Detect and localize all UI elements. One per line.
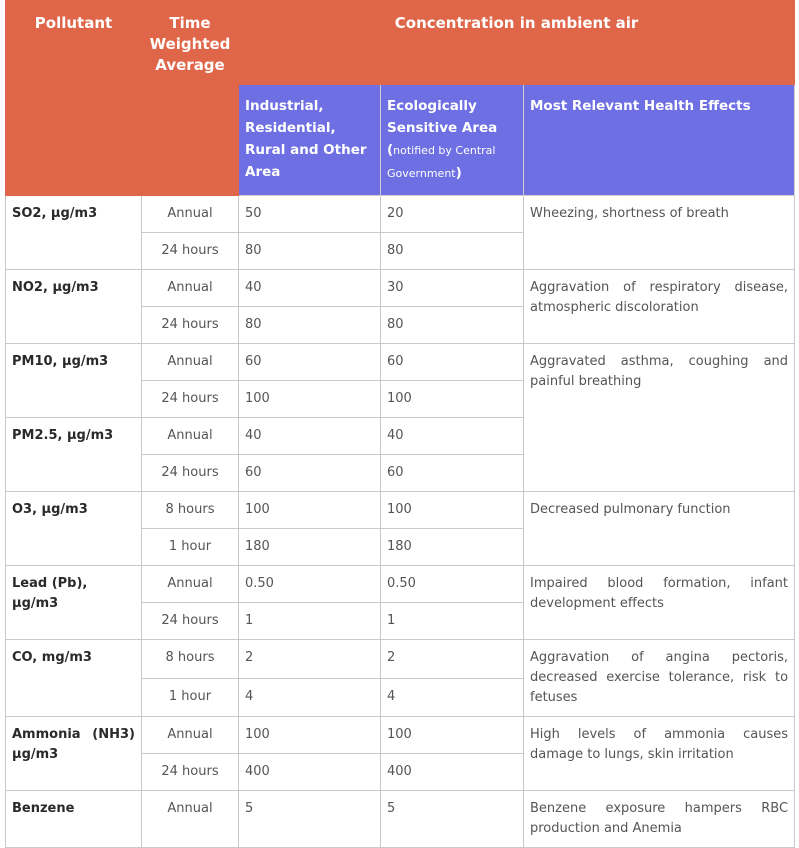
ecological-value-cell: 60 xyxy=(381,344,524,381)
table-row xyxy=(6,566,795,603)
industrial-value-cell: 100 xyxy=(239,492,381,529)
ecological-value-cell: 60 xyxy=(381,455,524,492)
ecological-value-cell: 4 xyxy=(381,678,524,717)
pollutant-cell: Ammonia (NH3) µg/m3 xyxy=(6,717,142,791)
industrial-value-cell: 60 xyxy=(239,344,381,381)
industrial-value-cell: 1 xyxy=(239,603,381,640)
average-cell: Annual xyxy=(142,717,239,754)
ecological-area-label: Ecologically Sensitive Area xyxy=(387,98,498,136)
ecological-value-cell: 100 xyxy=(381,717,524,754)
table-row xyxy=(6,270,795,307)
health-effects-header: Most Relevant Health Effects xyxy=(524,85,795,196)
average-cell: Annual xyxy=(142,196,239,233)
average-cell: 1 hour xyxy=(142,529,239,566)
health-effect-cell: High levels of ammonia causes damage to lungs, skin irritation xyxy=(524,717,795,791)
table-row xyxy=(6,640,795,679)
ecological-area-header xyxy=(381,85,524,196)
health-effect-cell: Impaired blood formation, infant development effects xyxy=(524,566,795,640)
pollutant-cell: Benzene xyxy=(6,791,142,848)
ecological-paren-open: ( xyxy=(387,142,394,158)
pollutant-cell: Lead (Pb), µg/m3 xyxy=(6,566,142,640)
industrial-value-cell: 0.50 xyxy=(239,566,381,603)
table-row xyxy=(6,717,795,754)
time-weighted-average-header: Time Weighted Average xyxy=(142,1,239,196)
pollutant-cell: CO, mg/m3 xyxy=(6,640,142,717)
ecological-value-cell: 20 xyxy=(381,196,524,233)
table-row xyxy=(6,344,795,381)
industrial-value-cell: 2 xyxy=(239,640,381,679)
ecological-value-cell: 400 xyxy=(381,754,524,791)
pollutant-cell: PM2.5, µg/m3 xyxy=(6,418,142,492)
pollutant-header: Pollutant xyxy=(6,1,142,196)
ecological-value-cell: 80 xyxy=(381,233,524,270)
ecological-value-cell: 1 xyxy=(381,603,524,640)
industrial-value-cell: 100 xyxy=(239,717,381,754)
average-cell: Annual xyxy=(142,566,239,603)
air-quality-table xyxy=(5,0,795,848)
ecological-value-cell: 0.50 xyxy=(381,566,524,603)
industrial-value-cell: 180 xyxy=(239,529,381,566)
industrial-value-cell: 60 xyxy=(239,455,381,492)
industrial-value-cell: 50 xyxy=(239,196,381,233)
table-row xyxy=(6,492,795,529)
pollutant-cell: SO2, µg/m3 xyxy=(6,196,142,270)
average-cell: Annual xyxy=(142,791,239,848)
average-cell: 24 hours xyxy=(142,603,239,640)
ecological-value-cell: 180 xyxy=(381,529,524,566)
health-effect-cell: Wheezing, shortness of breath xyxy=(524,196,795,270)
ecological-value-cell: 30 xyxy=(381,270,524,307)
industrial-area-header: Industrial, Residential, Rural and Other Area xyxy=(239,85,381,196)
table-row xyxy=(6,791,795,848)
pollutant-cell: O3, µg/m3 xyxy=(6,492,142,566)
industrial-value-cell: 40 xyxy=(239,270,381,307)
ecological-paren-close: ) xyxy=(455,165,462,181)
average-cell: Annual xyxy=(142,418,239,455)
industrial-value-cell: 80 xyxy=(239,307,381,344)
ecological-value-cell: 2 xyxy=(381,640,524,679)
average-cell: 1 hour xyxy=(142,678,239,717)
pollutant-cell: NO2, µg/m3 xyxy=(6,270,142,344)
ecological-value-cell: 80 xyxy=(381,307,524,344)
average-cell: 24 hours xyxy=(142,754,239,791)
average-cell: Annual xyxy=(142,344,239,381)
average-cell: 24 hours xyxy=(142,381,239,418)
health-effect-cell: Aggravation of respiratory disease, atmospheric discoloration xyxy=(524,270,795,344)
industrial-value-cell: 40 xyxy=(239,418,381,455)
industrial-value-cell: 4 xyxy=(239,678,381,717)
ecological-value-cell: 100 xyxy=(381,381,524,418)
industrial-value-cell: 100 xyxy=(239,381,381,418)
ecological-value-cell: 40 xyxy=(381,418,524,455)
pollutant-cell: PM10, µg/m3 xyxy=(6,344,142,418)
average-cell: Annual xyxy=(142,270,239,307)
health-effect-cell: Benzene exposure hampers RBC production and Anemia xyxy=(524,791,795,848)
average-cell: 24 hours xyxy=(142,455,239,492)
health-effect-cell: Decreased pulmonary function xyxy=(524,492,795,566)
industrial-value-cell: 5 xyxy=(239,791,381,848)
average-cell: 24 hours xyxy=(142,233,239,270)
ecological-value-cell: 5 xyxy=(381,791,524,848)
ecological-value-cell: 100 xyxy=(381,492,524,529)
average-cell: 24 hours xyxy=(142,307,239,344)
health-effect-cell: Aggravation of angina pectoris, decreased exercise tolerance, risk to fetuses xyxy=(524,640,795,717)
industrial-value-cell: 80 xyxy=(239,233,381,270)
ecological-area-note: notified by Central Government xyxy=(387,144,496,180)
average-cell: 8 hours xyxy=(142,492,239,529)
concentration-header: Concentration in ambient air xyxy=(239,1,795,85)
health-effect-cell: Aggravated asthma, coughing and painful breathing xyxy=(524,344,795,492)
average-cell: 8 hours xyxy=(142,640,239,679)
table-row xyxy=(6,196,795,233)
industrial-value-cell: 400 xyxy=(239,754,381,791)
